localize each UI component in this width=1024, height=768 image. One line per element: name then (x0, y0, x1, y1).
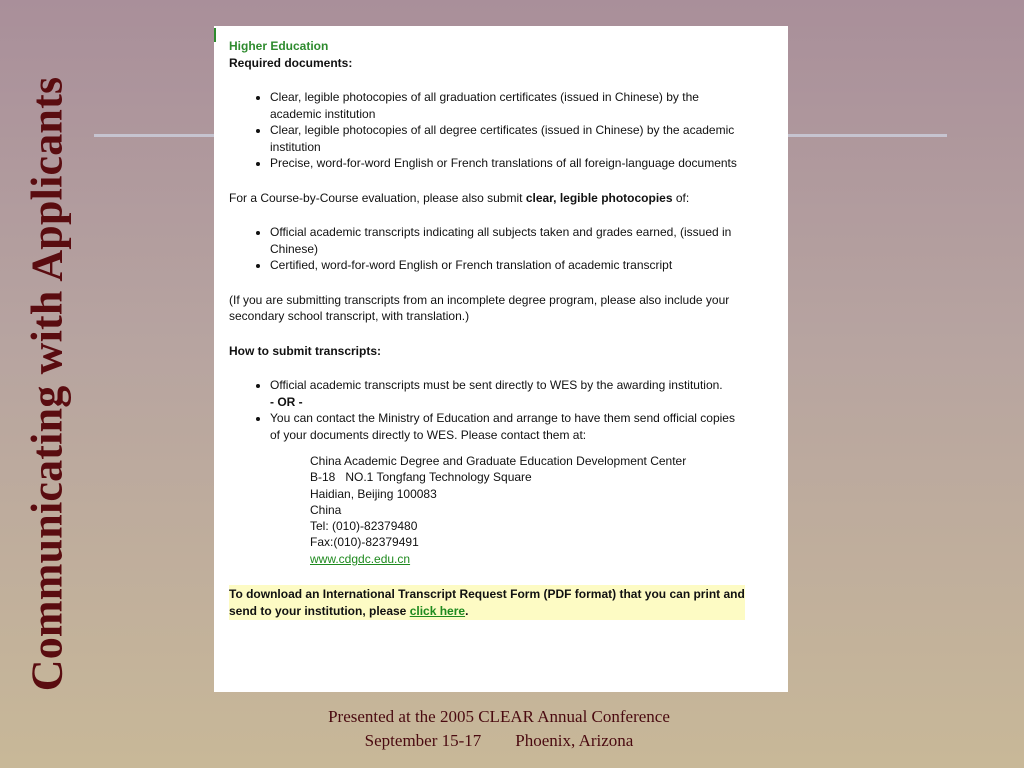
list-item: • Clear, legible photocopies of all graduation certificates (issued in Chinese) by the academic institution (270, 89, 744, 122)
address-phone: Tel: (010)-82379480 (310, 519, 418, 534)
download-notice: To download an International Transcript Request Form (PDF format) that you can print and send to your institution, please click here. (229, 585, 745, 620)
corner-mark (214, 28, 216, 42)
document-panel (214, 26, 788, 692)
click-here-link[interactable]: click here (409, 603, 466, 618)
slide-title: Communicating with Applicants (22, 76, 72, 692)
required-documents-label: Required documents: (229, 55, 353, 70)
or-separator: - OR - (270, 394, 303, 409)
submit-list (229, 377, 744, 443)
ministry-address (310, 453, 744, 567)
course-intro: For a Course-by-Course evaluation, please also submit clear, legible photocopies of: (229, 190, 690, 205)
list-item: • Official academic transcripts indicating all subjects taken and grades earned, (issued in Chinese) (270, 224, 744, 257)
address-line: B-18 NO.1 Tongfang Technology Square (310, 470, 532, 485)
address-fax: Fax:(010)-82379491 (310, 535, 419, 550)
list-item: • Clear, legible photocopies of all degree certificates (issued in Chinese) by the academic institution (270, 122, 744, 155)
footer-location: Phoenix, Arizona (515, 731, 634, 750)
list-item: • Certified, word-for-word English or French translation of academic transcript (270, 257, 744, 274)
section-title: Higher Education (229, 39, 329, 53)
course-documents-list (229, 224, 744, 274)
website-link[interactable]: www.cdgdc.edu.cn (310, 551, 411, 566)
address-line: Haidian, Beijing 100083 (310, 486, 437, 501)
address-line: China Academic Degree and Graduate Education Development Center (310, 454, 687, 468)
list-item: • Precise, word-for-word English or French translations of all foreign-language documents (270, 155, 744, 172)
incomplete-program-note: (If you are submitting transcripts from an incomplete degree program, please also include your secondary school transcript, with translation.) (229, 292, 730, 323)
address-line: China (310, 502, 342, 517)
footer-line-1: Presented at the 2005 CLEAR Annual Conference (328, 707, 670, 726)
list-item: • You can contact the Ministry of Education and arrange to have them send official copies of your documents directly to WES. Please contact them at: (270, 410, 744, 443)
list-item: • Official academic transcripts must be sent directly to WES by the awarding institution. - OR - (270, 377, 744, 410)
footer-date: September 15-17 (364, 731, 482, 750)
required-documents-list (229, 89, 744, 172)
footer-line-2 (214, 731, 784, 751)
submit-transcripts-label: How to submit transcripts: (229, 343, 382, 358)
